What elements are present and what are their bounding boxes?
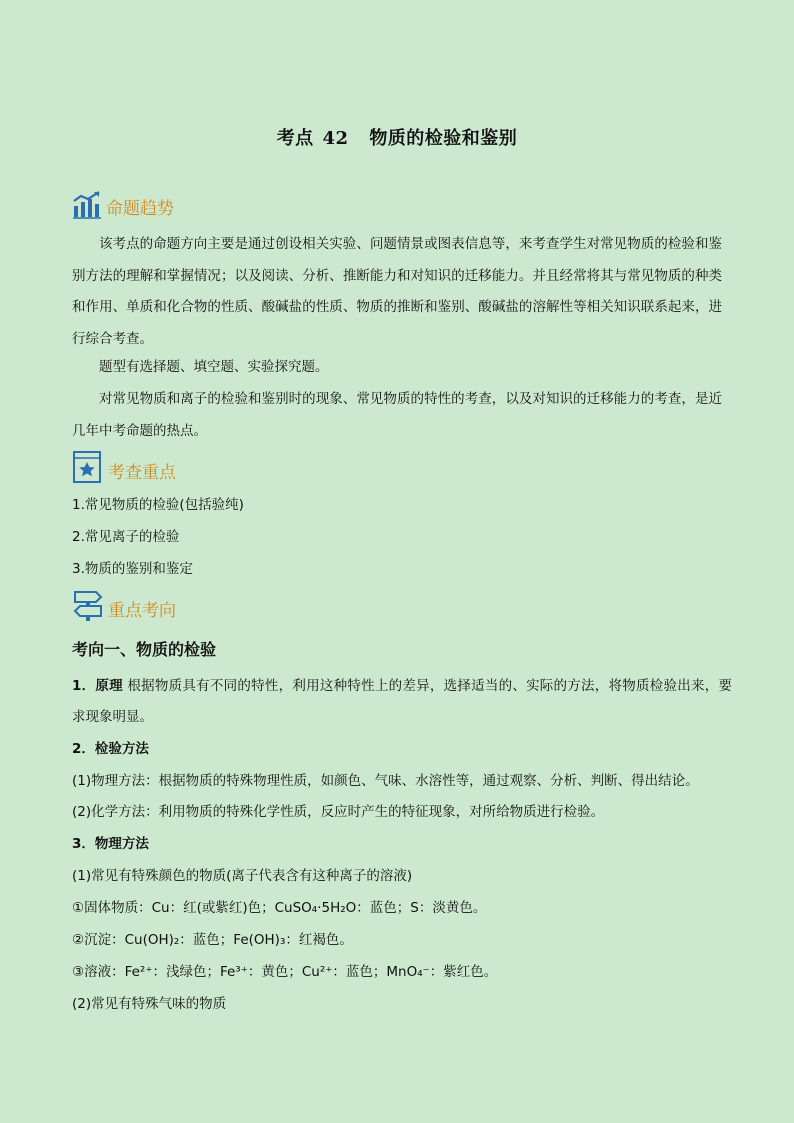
principle-text: 根据物质具有不同的特性，利用这种特性上的差异，选择适当的、实际的方法，将物质检验出来，要求现象明显。 — [72, 678, 733, 725]
principle-paragraph — [72, 671, 732, 733]
bar-chart-trend-icon — [72, 190, 102, 220]
trend-paragraph-1: 该考点的命题方向主要是通过创设相关实验、问题情景或图表信息等，来考查学生对常见物质的检验和鉴别方法的理解和掌握情况；以及阅读、分析、推断能力和对知识的迁移能力。并且经常将其与常见物质的种类和作用、单质和化合物的性质、酸碱盐的性质、物质的推断和鉴别、酸碱盐的溶解性等相关知识联系起来，进行综合考查。 — [72, 236, 722, 347]
title-number: 42 — [322, 128, 349, 149]
section-direction-label: 重点考向 — [108, 601, 176, 621]
direction-heading: 考向一、物质的检验 — [72, 640, 217, 659]
title-prefix: 考点 — [276, 128, 314, 149]
physical-item-1: (1)常见有特殊颜色的物质(离子代表含有这种离子的溶液) — [72, 868, 413, 884]
page-title — [0, 124, 794, 150]
method-label: 2．检验方法 — [72, 741, 149, 757]
section-focus-label: 考查重点 — [108, 463, 176, 483]
title-text: 物质的检验和鉴别 — [369, 128, 518, 149]
star-document-icon — [72, 450, 104, 484]
section-trend-header — [72, 184, 174, 220]
trend-paragraph-2: 题型有选择题、填空题、实验探究题。 — [99, 359, 329, 375]
physical-label: 3．物理方法 — [72, 836, 149, 852]
focus-item-1: 1.常见物质的检验(包括验纯) — [72, 497, 244, 513]
physical-item-2: ①固体物质：Cu：红(或紫红)色；CuSO₄·5H₂O：蓝色；S：淡黄色。 — [72, 900, 487, 916]
physical-item-4: ③溶液：Fe²⁺：浅绿色；Fe³⁺：黄色；Cu²⁺：蓝色；MnO₄⁻：紫红色。 — [72, 964, 498, 980]
principle-label: 1．原理 — [72, 678, 123, 694]
section-trend-label: 命题趋势 — [106, 199, 174, 219]
focus-item-2: 2.常见离子的检验 — [72, 529, 180, 545]
section-focus-header — [72, 448, 176, 484]
trend-paragraph-3: 对常见物质和离子的检验和鉴别时的现象、常见物质的特性的考查，以及对知识的迁移能力的考查，是近几年中考命题的热点。 — [72, 391, 722, 439]
physical-item-5: (2)常见有特殊气味的物质 — [72, 996, 227, 1012]
focus-item-3: 3.物质的鉴别和鉴定 — [72, 561, 193, 577]
method-item-2: (2)化学方法：利用物质的特殊化学性质，反应时产生的特征现象，对所给物质进行检验。 — [72, 804, 605, 820]
section-direction-header — [72, 586, 176, 622]
signpost-icon — [72, 588, 104, 622]
physical-item-3: ②沉淀：Cu(OH)₂：蓝色；Fe(OH)₃：红褐色。 — [72, 932, 353, 948]
method-item-1: (1)物理方法：根据物质的特殊物理性质，如颜色、气味、水溶性等，通过观察、分析、判断、得出结论。 — [72, 773, 699, 789]
